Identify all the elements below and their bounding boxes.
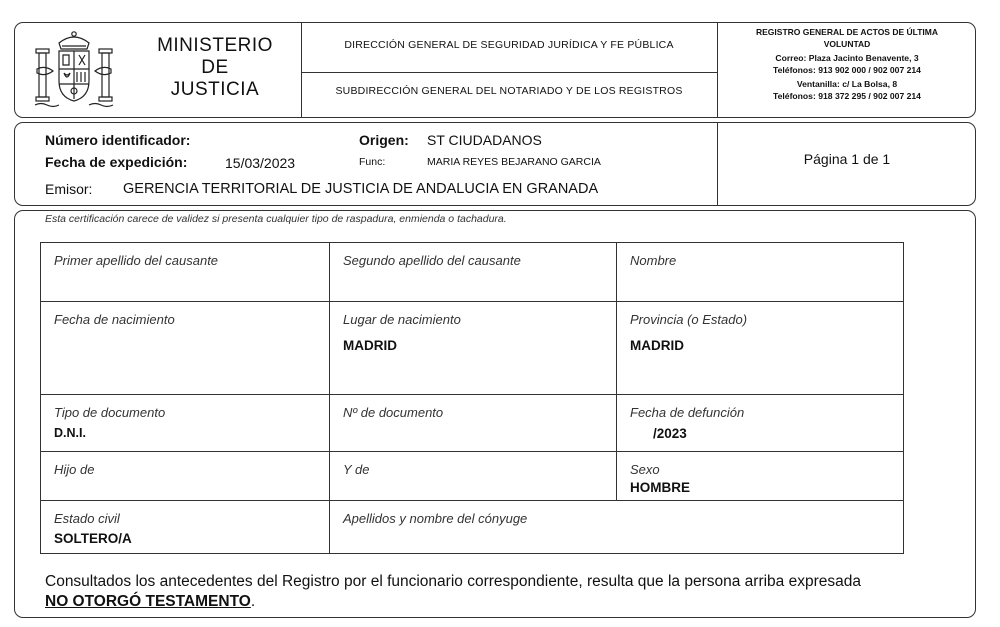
field-value: MADRID — [343, 338, 397, 353]
registro-telefonos-2: Teléfonos: 918 372 295 / 902 007 214 — [773, 90, 921, 101]
fecha-expedicion-value: 15/03/2023 — [225, 155, 296, 171]
result-line — [45, 593, 255, 611]
cell-fecha-nacimiento — [41, 302, 330, 395]
emisor-label: Emisor: — [45, 181, 93, 197]
origen-label: Origen: — [359, 132, 409, 148]
cell-y-de — [330, 452, 617, 501]
field-label: Fecha de defunción — [630, 405, 745, 420]
field-label: Tipo de documento — [54, 405, 166, 420]
registro-info — [719, 27, 975, 102]
field-value: HOMBRE — [630, 480, 690, 495]
result-value: NO OTORGÓ TESTAMENTO — [45, 593, 251, 610]
registro-title-1: REGISTRO GENERAL DE ACTOS DE ÚLTIMA — [756, 27, 938, 37]
cell-sexo — [617, 452, 904, 501]
field-value: D.N.I. — [54, 426, 86, 440]
cell-estado-civil — [41, 501, 330, 554]
validity-notice: Esta certificación carece de validez si presenta cualquier tipo de raspadura, enmienda o tachadura. — [45, 213, 507, 225]
registro-telefonos-1: Teléfonos: 913 902 000 / 902 007 214 — [773, 64, 921, 75]
cell-segundo-apellido — [330, 243, 617, 302]
ministry-line-2: DE — [201, 57, 229, 78]
field-value: /2023 — [653, 426, 687, 441]
emisor-value: GERENCIA TERRITORIAL DE JUSTICIA DE ANDALUCIA EN GRANADA — [123, 181, 599, 197]
field-label: Hijo de — [54, 462, 95, 477]
direccion-general: DIRECCIÓN GENERAL DE SEGURIDAD JURÍDICA Y FE PÚBLICA — [344, 39, 674, 51]
identifier-box — [14, 122, 976, 206]
field-value: MADRID — [630, 338, 684, 353]
func-value: MARIA REYES BEJARANO GARCIA — [427, 156, 601, 168]
ministry-line-3: JUSTICIA — [170, 79, 260, 100]
field-label: Estado civil — [54, 511, 120, 526]
field-label: Primer apellido del causante — [54, 253, 219, 268]
subdireccion-general: SUBDIRECCIÓN GENERAL DEL NOTARIADO Y DE LOS REGISTROS — [335, 85, 683, 97]
numero-identificador-label: Número identificador: — [45, 132, 191, 148]
registro-ventanilla: Ventanilla: c/ La Bolsa, 8 — [796, 79, 898, 89]
field-label: Lugar de nacimiento — [343, 312, 461, 327]
field-label: Fecha de nacimiento — [54, 312, 175, 327]
cell-nombre — [617, 243, 904, 302]
cell-provincia — [617, 302, 904, 395]
cell-conyuge — [330, 501, 904, 554]
registro-correo: Correo: Plaza Jacinto Benavente, 3 — [775, 53, 919, 63]
cell-primer-apellido — [41, 243, 330, 302]
header-box — [14, 22, 976, 118]
field-label: Y de — [343, 462, 370, 477]
cell-num-documento — [330, 395, 617, 452]
ministry-line-1: MINISTERIO — [157, 35, 273, 56]
field-value: SOLTERO/A — [54, 531, 132, 546]
result-suffix: . — [250, 593, 256, 610]
cell-hijo-de — [41, 452, 330, 501]
field-label: Sexo — [630, 462, 660, 477]
deceased-data-table — [40, 242, 904, 554]
cell-lugar-nacimiento — [330, 302, 617, 395]
field-label: Nº de documento — [343, 405, 444, 420]
registro-title-2: VOLUNTAD — [823, 38, 871, 49]
cell-fecha-defuncion — [617, 395, 904, 452]
fecha-expedicion-label: Fecha de expedición: — [45, 154, 188, 170]
result-statement: Consultados los antecedentes del Registro por el funcionario correspondiente, resulta que la persona arriba expresada — [45, 573, 861, 590]
field-label: Segundo apellido del causante — [343, 253, 521, 268]
coat-of-arms-icon — [31, 29, 117, 113]
origen-value: ST CIUDADANOS — [427, 132, 542, 148]
func-label: Func: — [359, 156, 386, 168]
page-number: Página 1 de 1 — [803, 151, 891, 167]
field-label: Apellidos y nombre del cónyuge — [343, 511, 528, 526]
field-label: Nombre — [630, 253, 677, 268]
ministry-name — [145, 35, 285, 101]
field-label: Provincia (o Estado) — [630, 312, 748, 327]
cell-tipo-documento — [41, 395, 330, 452]
